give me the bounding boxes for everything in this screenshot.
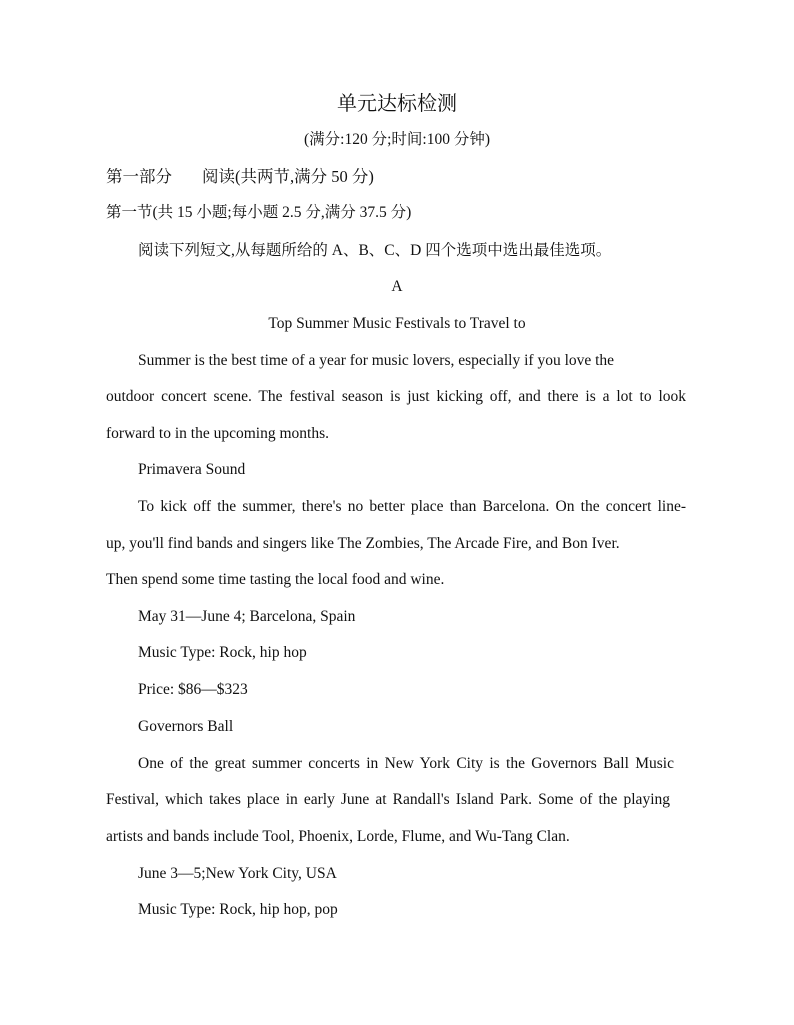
intro-line-2: outdoor concert scene. The festival season is just kicking off, and there is a lot to look (106, 388, 686, 405)
festival-price: Price: $86—$323 (138, 681, 248, 698)
intro-line-3: forward to in the upcoming months. (106, 425, 329, 442)
festival-date-location: May 31—June 4; Barcelona, Spain (138, 608, 356, 625)
page-title: 单元达标检测 (337, 93, 457, 115)
section-heading: 第一节(共 15 小题;每小题 2.5 分,满分 37.5 分) (106, 204, 412, 221)
passage-letter: A (391, 278, 403, 295)
part-title: 阅读(共两节,满分 50 分) (202, 167, 374, 186)
page-subtitle: (满分:120 分;时间:100 分钟) (304, 131, 490, 148)
festival-description-line: artists and bands include Tool, Phoenix, Lorde, Flume, and Wu-Tang Clan. (106, 828, 570, 845)
festival-description-line: One of the great summer concerts in New York City is the Governors Ball Music (138, 755, 674, 772)
festival-description-line: To kick off the summer, there's no better place than Barcelona. On the concert line- (138, 498, 686, 515)
festival-date-location: June 3—5;New York City, USA (138, 865, 337, 882)
festival-description-line: Then spend some time tasting the local food and wine. (106, 571, 445, 588)
festival-music-type: Music Type: Rock, hip hop, pop (138, 901, 338, 918)
festival-name: Primavera Sound (138, 461, 246, 478)
festival-music-type: Music Type: Rock, hip hop (138, 644, 307, 661)
passage-title: Top Summer Music Festivals to Travel to (268, 315, 526, 332)
part-heading (106, 167, 374, 187)
part-label: 第一部分 (106, 167, 172, 186)
festival-name: Governors Ball (138, 718, 234, 735)
intro-line-1: Summer is the best time of a year for music lovers, especially if you love the (138, 352, 615, 369)
section-instruction: 阅读下列短文,从每题所给的 A、B、C、D 四个选项中选出最佳选项。 (138, 242, 612, 259)
festival-description-line: up, you'll find bands and singers like The Zombies, The Arcade Fire, and Bon Iver. (106, 535, 620, 552)
festival-description-line: Festival, which takes place in early June at Randall's Island Park. Some of the playing (106, 791, 670, 808)
